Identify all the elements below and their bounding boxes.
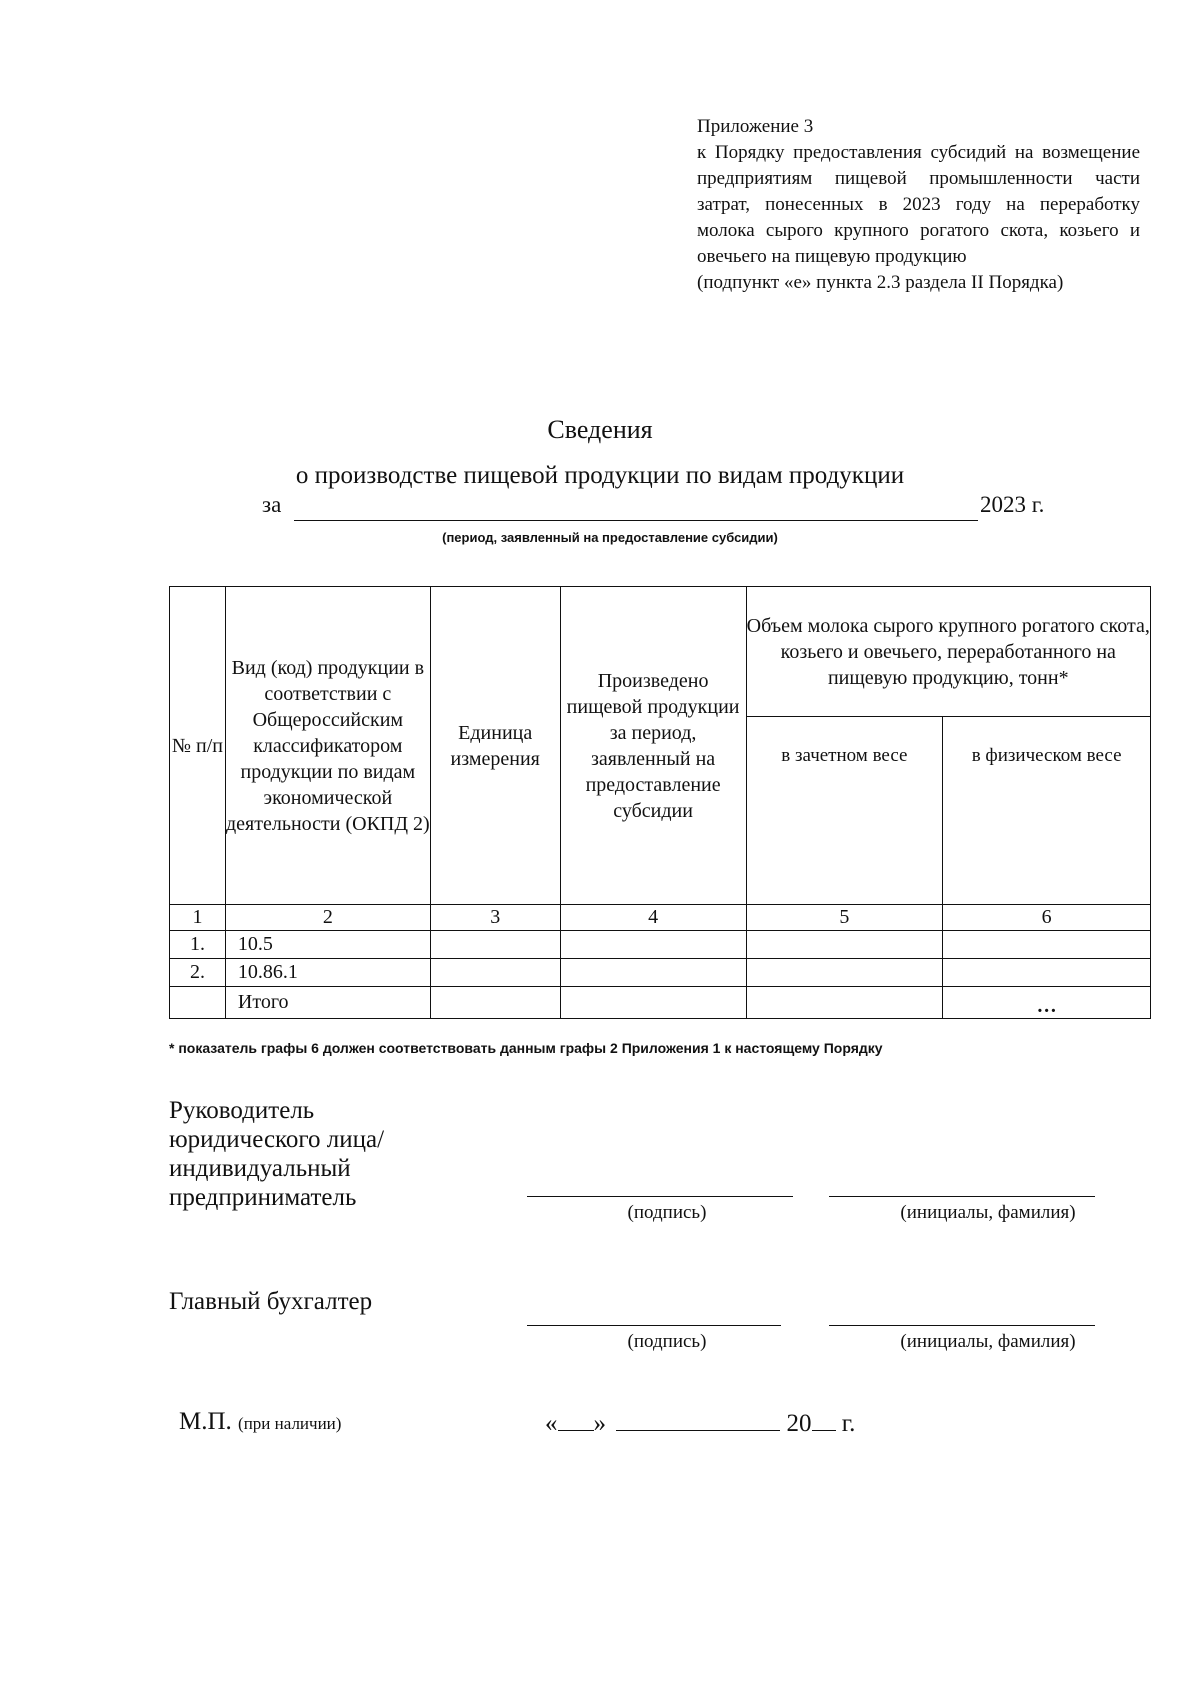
column-number: 1 xyxy=(170,905,226,931)
header-col-unit: Единица измерения xyxy=(430,587,560,905)
header-col-credit-weight: в зачетном весе xyxy=(746,717,943,905)
header-col-physical-weight: в физическом весе xyxy=(943,717,1151,905)
table-header-row xyxy=(170,587,1151,717)
production-table xyxy=(169,586,1151,1019)
column-number: 2 xyxy=(225,905,430,931)
date-year-blank[interactable] xyxy=(812,1408,836,1431)
column-number: 4 xyxy=(560,905,746,931)
appendix-note: (подпункт «е» пункта 2.3 раздела II Порядка) xyxy=(697,272,1064,293)
row-produced-cell[interactable] xyxy=(560,959,746,987)
accountant-signature-line[interactable] xyxy=(527,1325,781,1326)
row-credit-weight-cell[interactable] xyxy=(746,931,943,959)
row-produced-cell[interactable] xyxy=(560,931,746,959)
accountant-name-caption: (инициалы, фамилия) xyxy=(900,1331,1076,1352)
stamp-placeholder xyxy=(179,1408,341,1436)
table-column-numbers-row xyxy=(170,905,1151,931)
table-row xyxy=(170,959,1151,987)
date-close-quote: » xyxy=(593,1410,606,1437)
row-unit-cell[interactable] xyxy=(430,987,560,1019)
row-number xyxy=(170,987,226,1019)
date-century: 20 xyxy=(786,1410,812,1437)
period-row xyxy=(262,492,1062,522)
column-number: 3 xyxy=(430,905,560,931)
header-col-product-code: Вид (код) продукции в соответствии с Общероссийским классификатором продукции по видам экономической деятельности (ОКПД 2) xyxy=(225,587,430,905)
period-prefix: за xyxy=(262,492,282,517)
appendix-title: Приложение 3 xyxy=(697,116,814,137)
accountant-signature-label: Главный бухгалтер xyxy=(169,1288,373,1315)
row-total-label: Итого xyxy=(225,987,430,1019)
header-col-produced: Произведено пищевой продукции за период, заявленный на предоставление субсидии xyxy=(560,587,746,905)
head-label-line: юридического лица/ xyxy=(169,1126,385,1153)
row-product-code: 10.86.1 xyxy=(225,959,430,987)
period-fill-line[interactable] xyxy=(294,520,978,521)
period-year: 2023 г. xyxy=(980,492,1045,517)
row-product-code: 10.5 xyxy=(225,931,430,959)
row-physical-weight-cell[interactable] xyxy=(943,959,1151,987)
head-signature-label xyxy=(169,1096,384,1212)
date-month-blank[interactable] xyxy=(616,1408,780,1431)
column-number: 6 xyxy=(943,905,1151,931)
table-row xyxy=(170,931,1151,959)
head-signature-caption: (подпись) xyxy=(627,1202,707,1223)
date-open-quote: « xyxy=(545,1410,558,1437)
row-number: 2. xyxy=(170,959,226,987)
column-number: 5 xyxy=(746,905,943,931)
period-note: (период, заявленный на предоставление субсидии) xyxy=(442,530,778,545)
row-physical-weight-cell[interactable] xyxy=(943,931,1151,959)
stamp-label: М.П. xyxy=(179,1408,232,1435)
header-group-milk-volume: Объем молока сырого крупного рогатого скота, козьего и овечьего, переработанного на пищевую продукцию, тонн* xyxy=(746,587,1150,717)
head-name-line[interactable] xyxy=(829,1196,1095,1197)
head-label-line: индивидуальный xyxy=(169,1155,351,1182)
stamp-note: (при наличии) xyxy=(238,1414,342,1433)
row-unit-cell[interactable] xyxy=(430,959,560,987)
table-footnote: * показатель графы 6 должен соответствовать данным графы 2 Приложения 1 к настоящему Порядку xyxy=(169,1040,883,1056)
accountant-name-line[interactable] xyxy=(829,1325,1095,1326)
row-unit-cell[interactable] xyxy=(430,931,560,959)
head-label-line: Руководитель xyxy=(169,1097,315,1124)
table-total-row xyxy=(170,987,1151,1019)
row-credit-weight-cell[interactable] xyxy=(746,987,943,1019)
document-title: Сведения xyxy=(547,415,653,444)
appendix-body: к Порядку предоставления субсидий на возмещение предприятиям пищевой промышленности части затрат, понесенных в 2023 году на переработку молока сырого крупного рогатого скота, козьего и овечьего на пищевую продукцию xyxy=(697,142,1140,267)
row-number: 1. xyxy=(170,931,226,959)
date-day-blank[interactable] xyxy=(558,1408,594,1431)
head-label-line: предприниматель xyxy=(169,1184,357,1211)
header-col-number: № п/п xyxy=(170,587,226,905)
document-subtitle: о производстве пищевой продукции по видам продукции xyxy=(295,462,905,489)
row-produced-cell[interactable] xyxy=(560,987,746,1019)
row-credit-weight-cell[interactable] xyxy=(746,959,943,987)
date-year-suffix: г. xyxy=(841,1410,856,1437)
appendix-block xyxy=(697,114,1140,296)
date-field xyxy=(545,1408,855,1438)
head-name-caption: (инициалы, фамилия) xyxy=(900,1202,1076,1223)
row-physical-weight-cell[interactable]: … xyxy=(943,987,1151,1019)
head-signature-line[interactable] xyxy=(527,1196,793,1197)
accountant-signature-caption: (подпись) xyxy=(627,1331,707,1352)
